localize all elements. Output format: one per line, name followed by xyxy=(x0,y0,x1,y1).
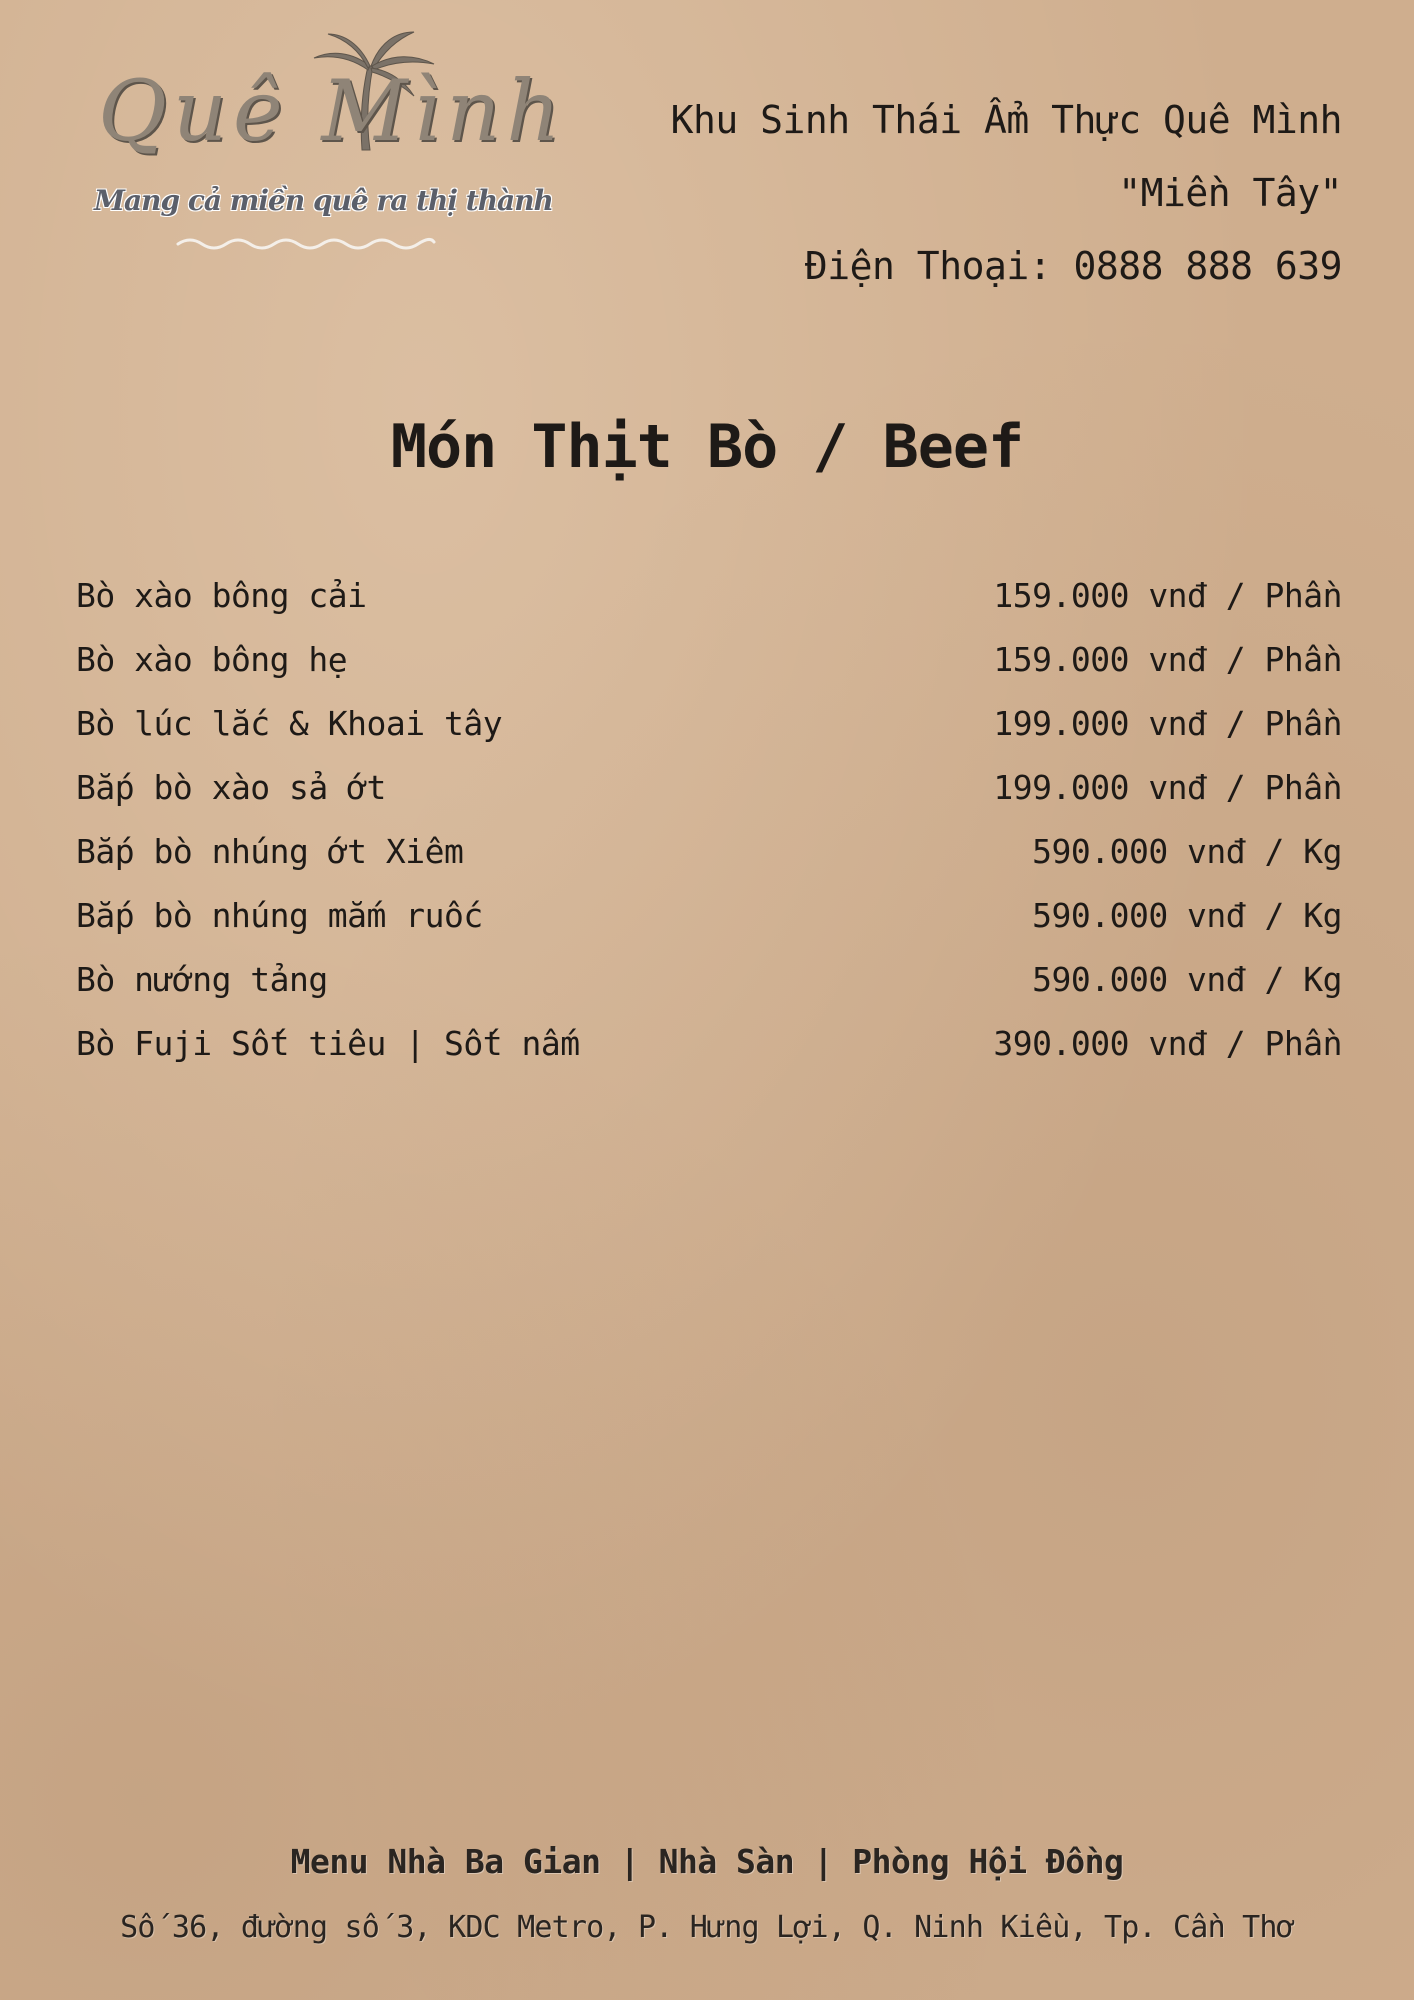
logo-wordmark: Quê Mình xyxy=(98,62,567,160)
menu-item-name: Bò lúc lắc & Khoai tây xyxy=(76,704,503,743)
menu-list xyxy=(76,576,1342,1088)
menu-item-name: Bắp bò xào sả ớt xyxy=(76,768,386,807)
menu-item-price: 590.000 vnđ / Kg xyxy=(1032,832,1342,871)
phone-number: Điện Thoại: 0888 888 639 xyxy=(804,244,1342,288)
menu-item xyxy=(76,1024,1342,1088)
menu-item xyxy=(76,640,1342,704)
menu-item xyxy=(76,768,1342,832)
menu-item-name: Bò xào bông cải xyxy=(76,576,367,615)
menu-item xyxy=(76,832,1342,896)
menu-item-price: 390.000 vnđ / Phần xyxy=(993,1024,1342,1063)
menu-item-price: 159.000 vnđ / Phần xyxy=(993,576,1342,615)
menu-item xyxy=(76,960,1342,1024)
menu-item-price: 159.000 vnđ / Phần xyxy=(993,640,1342,679)
menu-item-price: 590.000 vnđ / Kg xyxy=(1032,960,1342,999)
menu-item-name: Bò xào bông hẹ xyxy=(76,640,348,679)
footer-address: Số 36, đường số 3, KDC Metro, P. Hưng Lợi, Q. Ninh Kiều, Tp. Cần Thơ xyxy=(120,1910,1294,1945)
menu-item-name: Bắp bò nhúng ớt Xiêm xyxy=(76,832,464,871)
venue-region: "Miền Tây" xyxy=(1118,171,1342,215)
menu-item-name: Bò nướng tảng xyxy=(76,960,328,999)
menu-item-price: 199.000 vnđ / Phần xyxy=(993,704,1342,743)
menu-item xyxy=(76,576,1342,640)
venue-name: Khu Sinh Thái Ẩm Thực Quê Mình xyxy=(670,98,1342,142)
section-title: Món Thịt Bò / Beef xyxy=(390,412,1024,482)
contact-header xyxy=(671,84,1342,303)
menu-item-price: 590.000 vnđ / Kg xyxy=(1032,896,1342,935)
menu-item xyxy=(76,896,1342,960)
logo xyxy=(92,22,567,262)
menu-item-price: 199.000 vnđ / Phần xyxy=(993,768,1342,807)
menu-item xyxy=(76,704,1342,768)
footer-menu-sections: Menu Nhà Ba Gian | Nhà Sàn | Phòng Hội Đồng xyxy=(290,1842,1124,1881)
menu-item-name: Bò Fuji Sốt tiêu | Sốt nấm xyxy=(76,1024,580,1063)
logo-tagline: Mang cả miền quê ra thị thành xyxy=(94,184,553,217)
menu-item-name: Bắp bò nhúng mắm ruốc xyxy=(76,896,483,935)
